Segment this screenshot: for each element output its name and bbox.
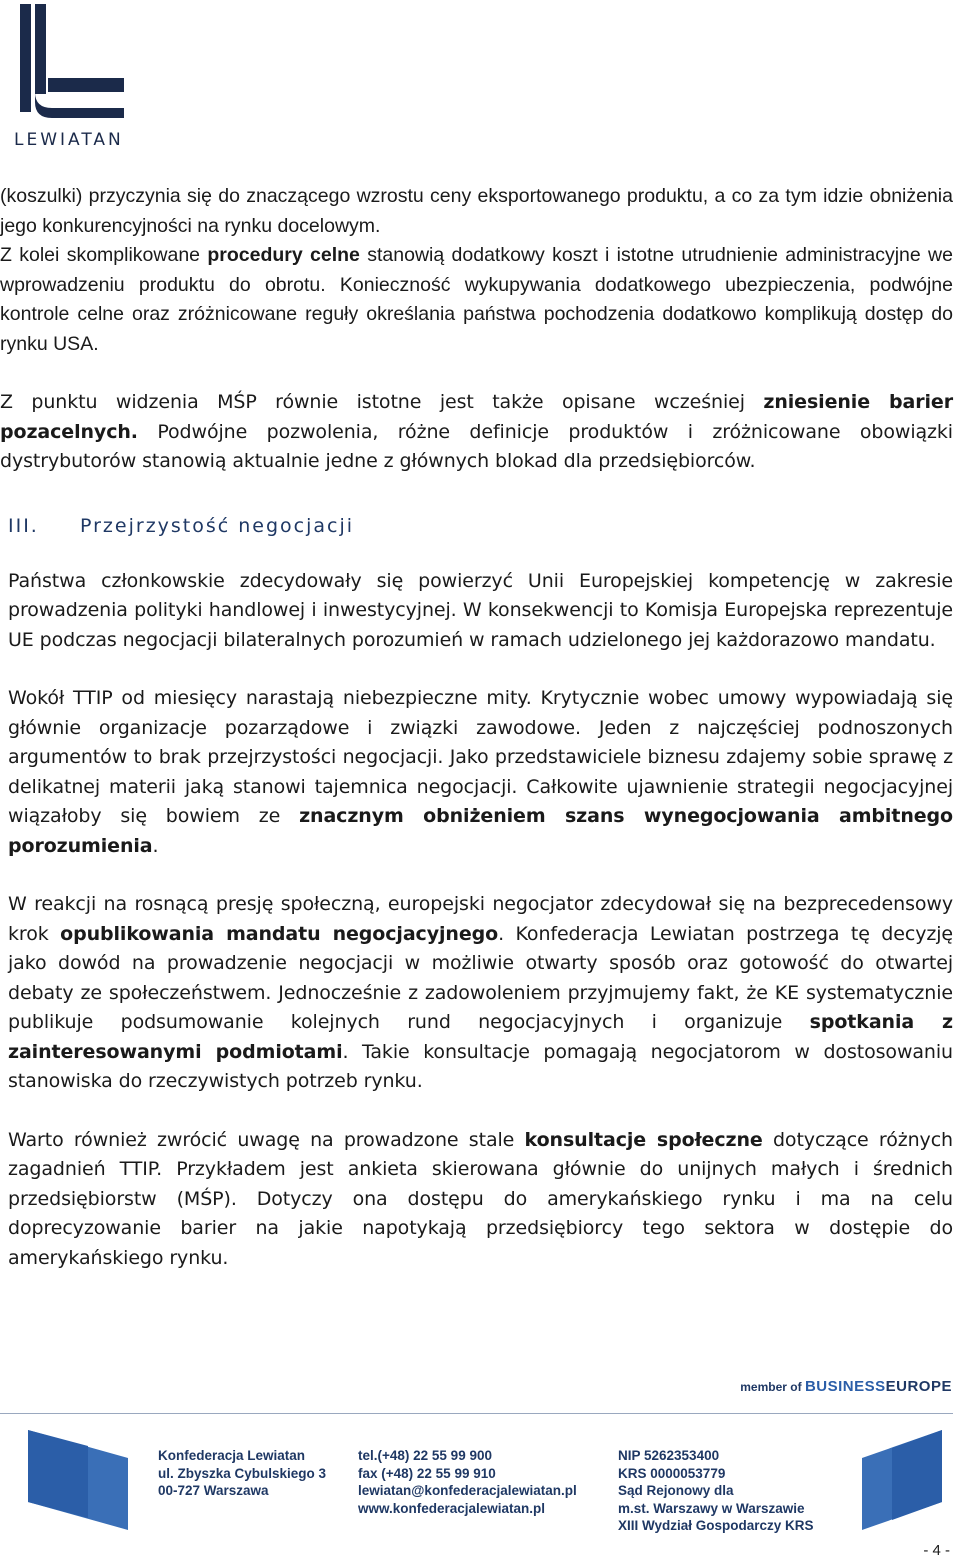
footer-address: Konfederacja Lewiatan ul. Zbyszka Cybulskiego 3 00-727 Warszawa — [158, 1448, 327, 1498]
page-number: - 4 - — [923, 1542, 950, 1559]
business-label: BUSINESS — [804, 1378, 886, 1395]
paragraph-2: Z kolei skomplikowane procedury celne stanowią dodatkowy koszt i istotne utrudnienie administracyjne we wprowadzeniu produktu do obrotu. Konieczność wykupywania dodatkowego ubezpieczenia, podwójne kontrole celne oraz zróżnicowane reguły określania państwa pochodzenia dodatkowo komplikują dostęp do rynku USA. — [0, 244, 953, 355]
member-of-label: member of — [740, 1380, 802, 1394]
footer-decor-left-icon — [28, 1430, 128, 1530]
paragraph-1: (koszulki) przyczynia się do znaczącego wzrostu ceny eksportowanego produktu, a co za tym idzie obniżenia jego konkurencyjności na rynku docelowym. — [0, 185, 953, 237]
logo-text: LEWIATAN — [14, 130, 124, 150]
footer-website-link[interactable]: www.konfederacjalewiatan.pl — [358, 1500, 546, 1516]
footer-divider — [0, 1413, 953, 1414]
paragraph-6: W reakcji na rosnącą presję społeczną, europejski negocjator zdecydował się na bezprecedensowy krok opublikowania mandatu negocjacyjnego. Konfederacja Lewiatan postrzega tę decyzję jako dowód na prowadzenie negocjacji w możliwie otwarty sposób oraz gotowość do otwartej debaty ze społeczeństwem. Jednocześnie z zadowoleniem przyjmujemy fakt, że KE systematycznie publikuje podsumowanie kolejnych rund negocjacyjnych i organizuje spotkania z zainteresowanymi podmiotami. Takie konsultacje pomagają negocjatorom w dostosowaniu stanowiska do rzeczywistych potrzeb rynku. — [8, 893, 953, 1092]
paragraph-5: Wokół TTIP od miesięcy narastają niebezpieczne mity. Krytycznie wobec umowy wypowiadają się głównie organizacje pozarządowe i związki zawodowe. Jeden z najczęściej podnoszonych argumentów to brak przejrzystości negocjacji. Jako przedstawiciele biznesu zdajemy sobie sprawę z delikatnej materii jaką stanowi tajemnica negocjacji. Całkowite ujawnienie strategii negocjacyjnej wiązałoby się bowiem ze znacznym obniżeniem szans wynegocjowania ambitnego porozumienia. — [8, 687, 953, 857]
section-title: Przejrzystość negocjacji — [80, 514, 355, 537]
paragraph-3: Z punktu widzenia MŚP równie istotne jest także opisane wcześniej zniesienie barier pozacelnych. Podwójne pozwolenia, różne definicje produktów i zróżnicowane obowiązki dystrybutorów stanowią aktualnie jedne z głównych blokad dla przedsiębiorców. — [0, 391, 953, 472]
footer-contact: tel.(+48) 22 55 99 900 fax (+48) 22 55 99 910 lewiatan@konfederacjalewiatan.pl www.konfederacjalewiatan.pl — [358, 1448, 577, 1516]
paragraph-7: Warto również zwrócić uwagę na prowadzone stale konsultacje społeczne dotyczące różnych zagadnień TTIP. Przykładem jest ankieta skierowana głównie do unijnych małych i średnich przedsiębiorstw (MŚP). Dotyczy ona dostępu do amerykańskiego rynku i ma na celu doprecyzowanie barier na jakie napotykają przedsiębiorcy tego sektora w dostępie do amerykańskiego rynku. — [8, 1128, 953, 1269]
europe-label: EUROPE — [885, 1378, 952, 1395]
section-heading — [8, 515, 953, 537]
businesseurope-badge — [740, 1378, 952, 1395]
section-number: III. — [8, 514, 39, 537]
footer-decor-right-icon — [862, 1430, 942, 1530]
footer-email-link[interactable]: lewiatan@konfederacjalewiatan.pl — [358, 1483, 577, 1498]
document-body — [0, 182, 953, 1273]
footer-registry: NIP 5262353400 KRS 0000053779 Sąd Rejonowy dla m.st. Warszawy w Warszawie XIII Wydział Gospodarczy KRS — [618, 1448, 814, 1533]
paragraph-4: Państwa członkowskie zdecydowały się powierzyć Unii Europejskiej kompetencję w zakresie prowadzenia polityki handlowej i inwestycyjnej. W konsekwencji to Komisja Europejska reprezentuje UE podczas negocjacji bilateralnych porozumień w ramach udzielonego jej każdorazowo mandatu. — [8, 569, 953, 651]
